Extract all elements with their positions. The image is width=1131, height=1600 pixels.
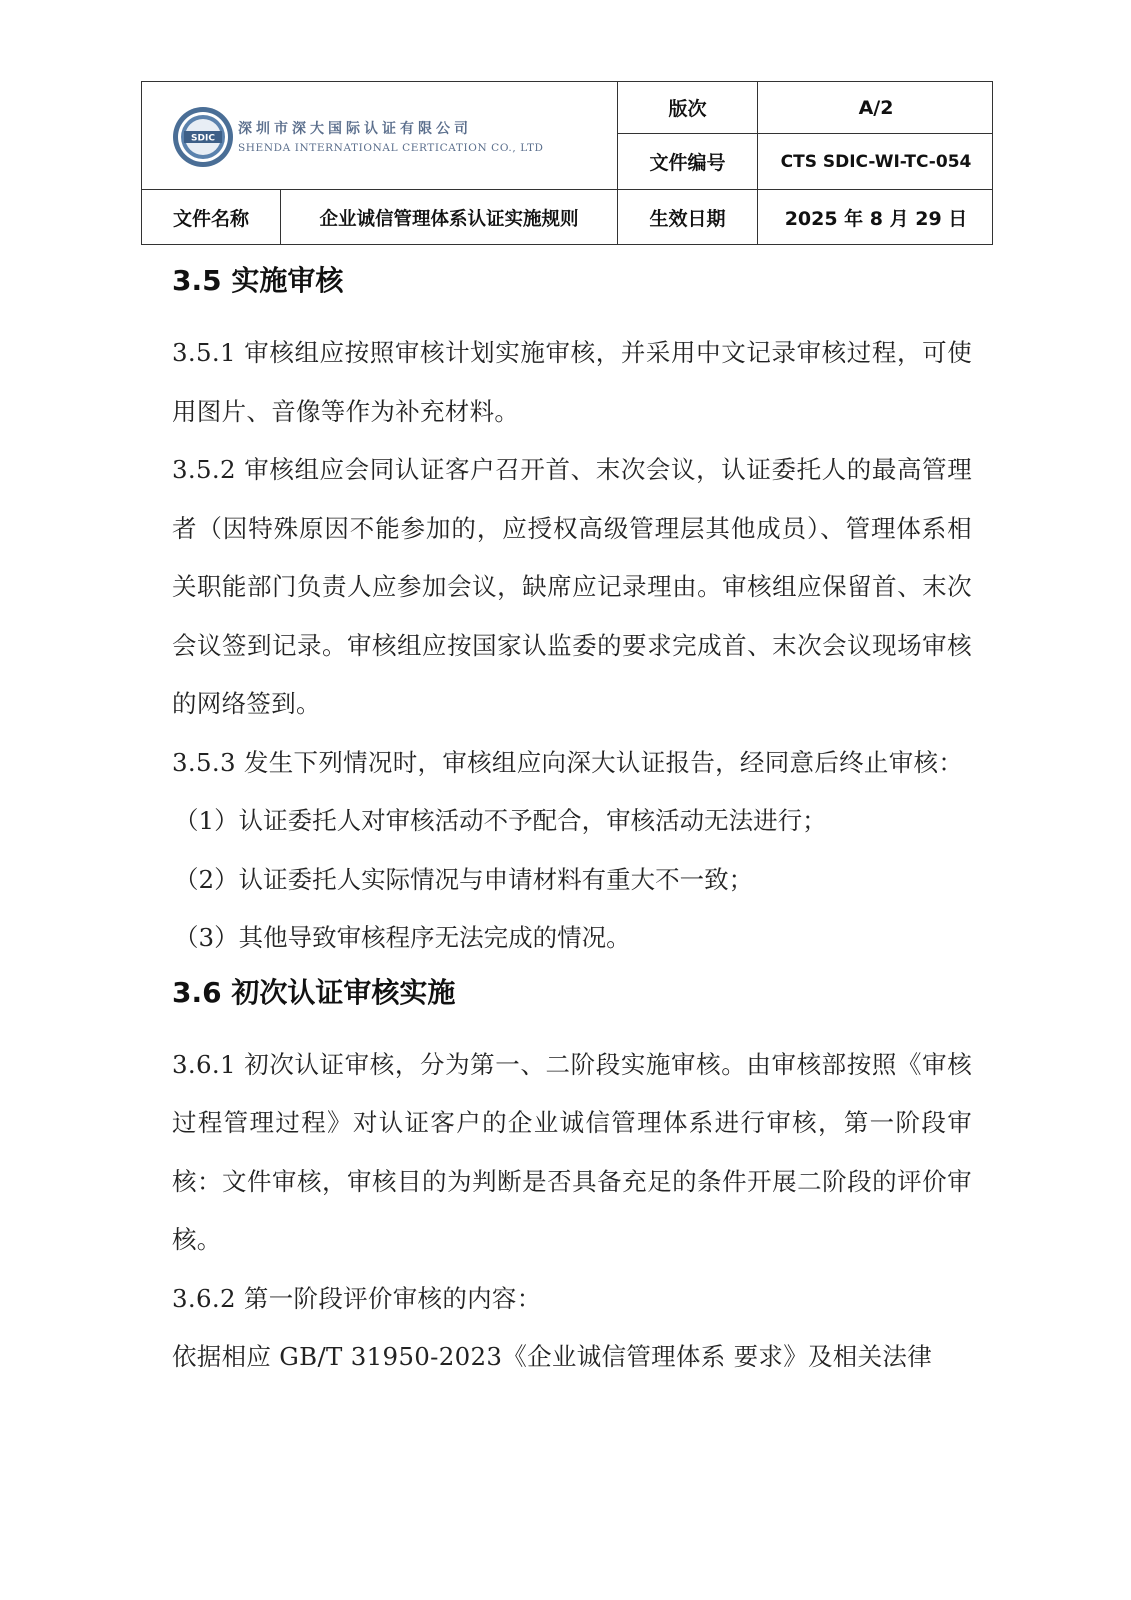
company-name-en: SHENDA INTERNATIONAL CERTICATION CO., LTD (238, 142, 544, 154)
paragraph-3-6-2: 3.6.2 第一阶段评价审核的内容： (172, 1283, 542, 1313)
paragraph-3-6-1: 3.6.1 初次认证审核，分为第一、二阶段实施审核。由审核部按照《审核过程管理过程》对认证客户的企业诚信管理体系进行审核，第一阶段审核：文件审核，审核目的为判断是否具备充足的条件开展二阶段的评价审核。 (172, 1049, 972, 1254)
list-item: （1）认证委托人对审核活动不予配合，审核活动无法进行； (174, 806, 827, 835)
list-item: （2）认证委托人实际情况与申请材料有重大不一致； (174, 864, 754, 894)
section-heading-3-6: 3.6 初次认证审核实施 (172, 975, 456, 1009)
paragraph-3-5-1: 3.5.1 审核组应按照审核计划实施审核，并采用中文记录审核过程，可使用图片、音像等作为补充材料。 (172, 338, 972, 426)
effective-date-label: 生效日期 (649, 208, 726, 230)
version-value: A/2 (858, 96, 894, 119)
document-body (172, 262, 972, 1387)
document-header-table (141, 81, 993, 245)
paragraph-3-5-2: 3.5.2 审核组应会同认证客户召开首、末次会议，认证委托人的最高管理者（因特殊原因不能参加的，应授权高级管理层其他成员）、管理体系相关职能部门负责人应参加会议，缺席应记录理由。审核组应保留首、末次会议签到记录。审核组应按国家认监委的要求完成首、末次会议现场审核的网络签到。 (172, 455, 972, 718)
list-item: （3）其他导致审核程序无法完成的情况。 (174, 923, 631, 952)
version-label: 版次 (668, 98, 707, 120)
paragraph-3-6-2-body: 依据相应 GB/T 31950-2023《企业诚信管理体系 要求》及相关法律 (172, 1342, 932, 1371)
effective-date-value: 2025 年 8 月 29 日 (784, 208, 968, 230)
company-logo-block (142, 82, 618, 190)
company-name-cn: 深圳市深大国际认证有限公司 (238, 121, 472, 137)
doc-name-value: 企业诚信管理体系认证实施规则 (319, 208, 579, 230)
section-heading-3-5: 3.5 实施审核 (172, 264, 344, 297)
doc-number-value: CTS SDIC-WI-TC-054 (780, 151, 972, 172)
doc-name-label: 文件名称 (172, 208, 249, 230)
doc-number-label: 文件编号 (649, 152, 726, 174)
svg-text:SDIC: SDIC (191, 133, 215, 144)
company-logo-emblem-icon (172, 106, 234, 168)
paragraph-3-5-3: 3.5.3 发生下列情况时，审核组应向深大认证报告，经同意后终止审核： (172, 747, 964, 777)
